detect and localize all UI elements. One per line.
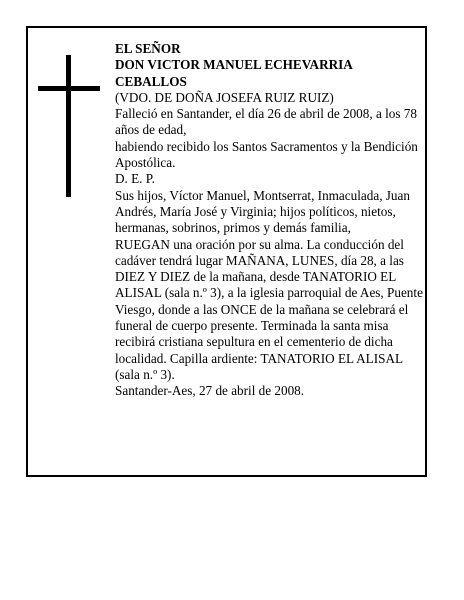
place-date: Santander-Aes, 27 de abril de 2008. — [115, 383, 305, 399]
funeral-mass: Viesgo, donde a las ONCE de la mañana se celebrará el funeral de cuerpo presente. Terminada la santa misa recibirá cristiana sepultura en el cementerio de dicha localidad. Capilla ardiente: TANATORIO EL ALISAL (sala n.º 3). — [115, 301, 409, 382]
notice-text — [115, 41, 423, 400]
cross-vertical-bar — [66, 55, 71, 197]
death-info: Falleció en Santander, el día 26 de abril de 2008, a los 78 años de edad, — [115, 106, 417, 138]
rip-line: D. E. P. — [115, 171, 155, 187]
sacraments-info: habiendo recibido los Santos Sacramentos y la Bendición Apostólica. — [115, 138, 418, 171]
cross-horizontal-bar — [38, 86, 100, 91]
family-list: Sus hijos, Víctor Manuel, Montserrat, Inmaculada, Juan Andrés, María José y Virginia; hijos políticos, nietos, hermanas, sobrinos, primos y demás familia, — [115, 187, 410, 236]
deceased-name: DON VICTOR MANUEL ECHEVARRIA CEBALLOS — [115, 57, 353, 89]
obituary-notice — [26, 26, 427, 477]
widower-note: (VDO. DE DOÑA JOSEFA RUIZ RUIZ) — [115, 89, 334, 105]
cross-icon — [38, 55, 100, 197]
heading-title: EL SEÑOR — [115, 41, 181, 56]
funeral-procession: RUEGAN una oración por su alma. La conducción del cadáver tendrá lugar MAÑANA, LUNES, día 28, a las DIEZ Y DIEZ de la mañana, desde TANATORIO EL ALISAL (sala n.º 3), a la iglesia parroquial de Aes, Puente — [115, 236, 423, 301]
